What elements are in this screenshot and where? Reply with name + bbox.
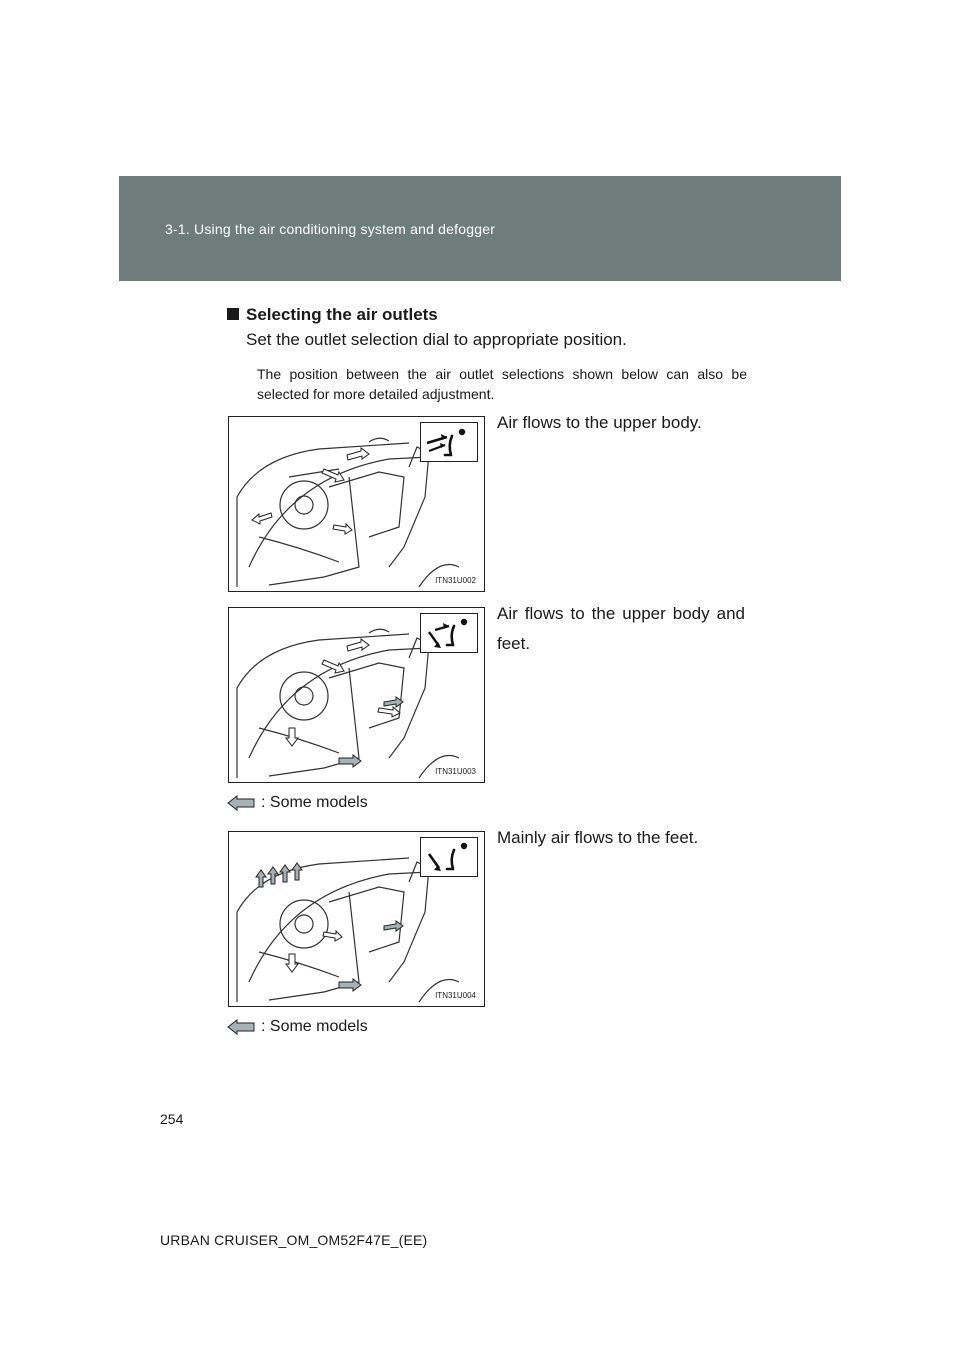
instruction-text: Set the outlet selection dial to appropriate position. — [246, 330, 627, 349]
figure-code: ITN31U004 — [435, 991, 476, 1000]
figure-face-mode — [228, 416, 485, 592]
gray-arrow-icon — [227, 1019, 255, 1035]
mode-description: Mainly air flows to the feet. — [497, 828, 699, 847]
legend-text: : Some models — [261, 1018, 368, 1035]
figure-bilevel-mode — [228, 607, 485, 783]
bilevel-vent-icon — [420, 613, 478, 653]
mode-description: Air flows to the upper body and feet. — [497, 604, 745, 653]
gray-arrow-icon — [227, 795, 255, 811]
footer-document-code: URBAN CRUISER_OM_OM52F47E_(EE) — [160, 1232, 428, 1248]
foot-vent-icon — [420, 837, 478, 877]
note-text: The position between the air outlet selections shown below can also be selected for more detailed adjustment. — [257, 366, 747, 402]
chapter-header — [119, 176, 841, 281]
square-bullet-icon — [227, 308, 239, 320]
mode-description: Air flows to the upper body. — [497, 413, 702, 432]
legend-some-models — [227, 794, 368, 812]
figure-code: ITN31U003 — [435, 767, 476, 776]
section-heading-text: Selecting the air outlets — [246, 305, 438, 324]
section-heading — [227, 305, 438, 325]
chapter-title: 3-1. Using the air conditioning system and defogger — [165, 221, 496, 237]
page-number: 254 — [160, 1111, 184, 1127]
figure-code: ITN31U002 — [435, 576, 476, 585]
legend-some-models — [227, 1018, 368, 1036]
figure-foot-mode — [228, 831, 485, 1007]
face-vent-icon — [420, 422, 478, 462]
legend-text: : Some models — [261, 794, 368, 811]
